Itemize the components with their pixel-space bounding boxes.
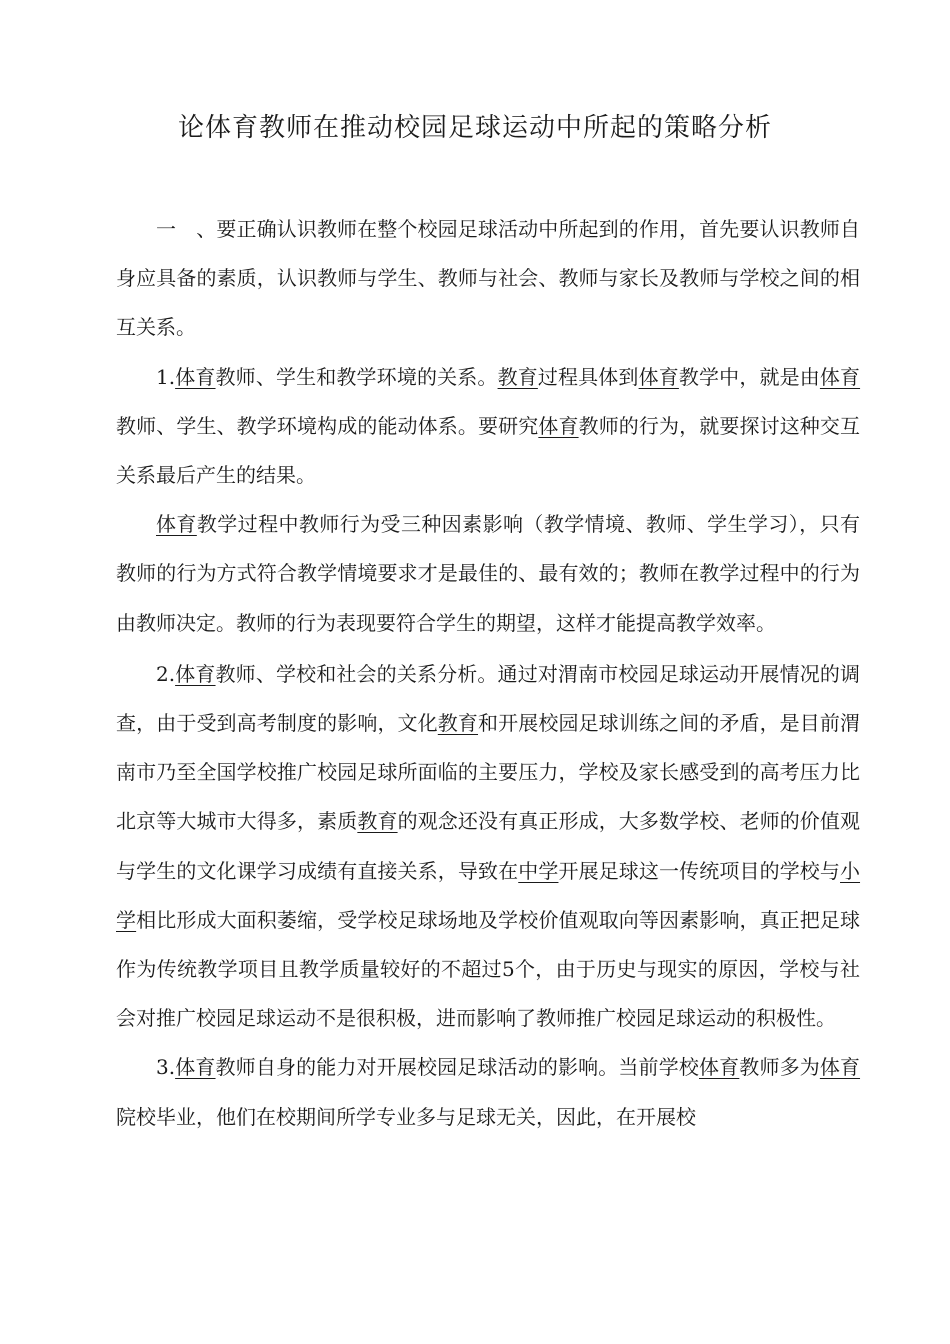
paragraph-text: 教学过程中教师行为受三种因素影响（教学情境、教师、学生学习），只有教师的行为方式符合教学情境要求才是最佳的、最有效的；教师在教学过程中的行为由教师决定。教师的行为表现要符合学生的期望，这样才能提高教学效率。	[116, 512, 861, 635]
paragraph	[116, 353, 860, 501]
paragraph	[116, 205, 860, 353]
inline-link[interactable]: 体育	[175, 661, 216, 686]
inline-link[interactable]: 体育	[538, 413, 579, 438]
inline-link[interactable]: 体育	[638, 364, 679, 389]
inline-link[interactable]: 小学	[116, 858, 861, 932]
paragraph-text: 教师、学生和教学环境的关系。	[215, 364, 498, 389]
inline-link[interactable]: 教育	[497, 364, 538, 389]
paragraph-text: 教师自身的能力对开展校园足球活动的影响。当前学校	[215, 1055, 699, 1080]
paragraph-text: 过程具体到	[537, 364, 639, 389]
paragraph-text: 和开展校园足球训练之间的矛盾，是目前渭南市乃至全国学校推广校园足球所面临的主要压力，学校及家长感受到的高考压力比北京等大城市大得多，素质	[116, 711, 861, 834]
paragraph	[116, 500, 860, 648]
paragraph-text: 的观念还没有真正形成，大多数学校、老师的价值观与学生的文化课学习成绩有直接关系，导致在	[116, 809, 861, 883]
inline-link[interactable]: 体育	[156, 512, 197, 537]
paragraph	[116, 650, 860, 1044]
paragraph-text: 2.	[156, 661, 176, 686]
paragraph-text: 一 、要正确认识教师在整个校园足球活动中所起到的作用，首先要认识教师自身应具备的素质，认识教师与学生、教师与社会、教师与家长及教师与学校之间的相互关系。	[116, 217, 860, 340]
inline-link[interactable]: 教育	[357, 809, 398, 834]
paragraph-text: 3.	[156, 1055, 176, 1080]
paragraph-text: 教师的行为，就要探讨这种交互关系最后产生的结果。	[116, 413, 861, 488]
paragraph-text: 开展足球这一传统项目的学校与	[558, 858, 841, 883]
inline-link[interactable]: 体育	[699, 1055, 740, 1080]
paragraph-text: 院校毕业，他们在校期间所学专业多与足球无关，因此，在开展校	[116, 1104, 696, 1129]
inline-link[interactable]: 体育	[175, 364, 216, 389]
inline-link[interactable]: 中学	[518, 858, 559, 883]
inline-link[interactable]: 体育	[819, 364, 861, 389]
inline-link[interactable]: 体育	[819, 1055, 861, 1080]
paragraph-text: 相比形成大面积萎缩，受学校足球场地及学校价值观取向等因素影响，真正把足球作为传统教学项目且教学质量较好的不超过5个，由于历史与现实的原因，学校与社会对推广校园足球运动不是很积极，进而影响了教师推广校园足球运动的积极性。	[116, 907, 861, 1031]
paragraph-text: 教师、学生、教学环境构成的能动体系。要研究	[116, 413, 539, 438]
paragraph-text: 1.	[156, 364, 176, 389]
document-title: 论体育教师在推动校园足球运动中所起的策略分析	[177, 113, 772, 143]
paragraph-text: 教学中，就是由	[678, 364, 820, 389]
inline-link[interactable]: 教育	[437, 711, 479, 736]
paragraph-text: 教师多为	[739, 1055, 820, 1080]
paragraph	[116, 1043, 860, 1141]
document-body	[116, 205, 860, 1142]
inline-link[interactable]: 体育	[175, 1055, 216, 1080]
paragraph-text: 教师、学校和社会的关系分析。通过对渭南市校园足球运动开展情况的调查，由于受到高考制度的影响，文化	[116, 661, 861, 736]
